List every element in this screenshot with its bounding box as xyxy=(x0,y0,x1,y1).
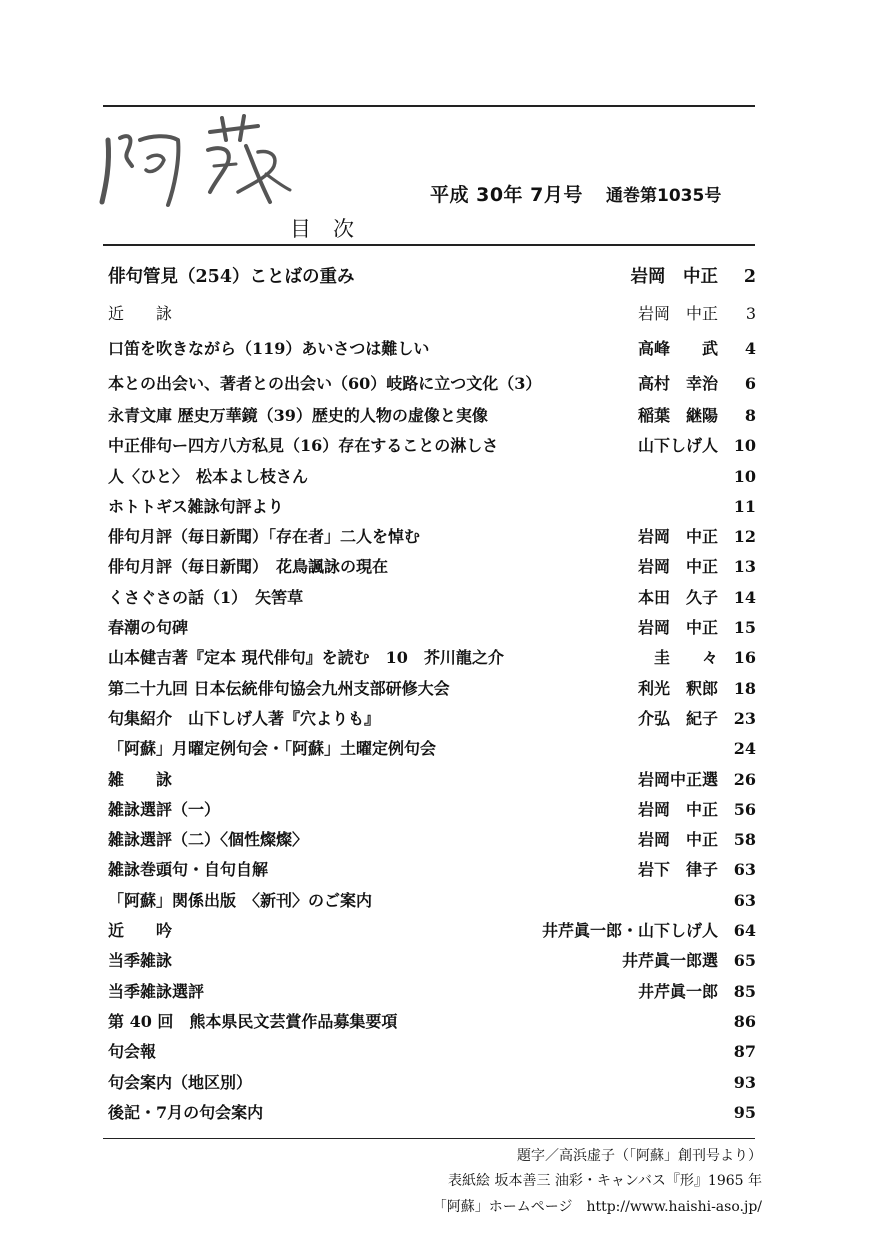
toc-entry[interactable]: 俳句月評（毎日新聞） 花鳥諷詠の現在 岩岡 中正 13 xyxy=(108,557,756,577)
toc-entry[interactable]: 第 40 回 熊本県民文芸賞作品募集要項 86 xyxy=(108,1011,756,1031)
toc-title: 目次 xyxy=(290,217,376,241)
toc-entry[interactable]: 俳句月評（毎日新聞）「存在者」二人を悼む 岩岡 中正 12 xyxy=(108,527,756,547)
serial-number: 通巻第1035号 xyxy=(606,186,722,206)
toc-entry[interactable]: 「阿蘇」月曜定例句会・「阿蘇」土曜定例句会 24 xyxy=(108,739,756,759)
toc-entry[interactable]: 第二十九回 日本伝統俳句協会九州支部研修大会 利光 釈郎 18 xyxy=(108,678,756,698)
aso-calligraphy-logo xyxy=(98,110,298,215)
top-rule xyxy=(103,105,755,107)
toc-entry[interactable]: 雑詠選評（一） 岩岡 中正 56 xyxy=(108,799,756,819)
footer-rule xyxy=(103,1138,755,1139)
colophon-calligraphy-credit: 題字／高浜虚子（「阿蘇」創刊号より） xyxy=(517,1148,762,1164)
toc-entry[interactable]: 人〈ひと〉 松本よし枝さん 10 xyxy=(108,466,756,486)
toc-entry[interactable]: 中正俳句ー四方八方私見（16）存在することの淋しさ 山下しげ人 10 xyxy=(108,436,756,456)
toc-entry[interactable]: 山本健吉著『定本 現代俳句』を読む 10 芥川龍之介 圭 々 16 xyxy=(108,648,756,668)
toc-entry[interactable]: 句会報 87 xyxy=(108,1042,756,1062)
toc-entry[interactable]: 近 詠 岩岡 中正 3 xyxy=(108,304,756,323)
header-rule xyxy=(103,244,755,246)
toc-entry[interactable]: 口笛を吹きながら（119）あいさつは難しい 高峰 武 4 xyxy=(108,339,756,358)
toc-entry[interactable]: 当季雑詠選評 井芹眞一郎 85 xyxy=(108,981,756,1001)
toc-entry[interactable]: 「阿蘇」関係出版 〈新刊〉のご案内 63 xyxy=(108,890,756,910)
toc-entry[interactable]: 雑詠巻頭句・自句自解 岩下 律子 63 xyxy=(108,860,756,880)
toc-entry[interactable]: 雑 詠 岩岡中正選 26 xyxy=(108,769,756,789)
toc-entry[interactable]: くさぐさの話（1） 矢筈草 本田 久子 14 xyxy=(108,587,756,607)
toc-entry[interactable]: 近 吟 井芹眞一郎・山下しげ人 64 xyxy=(108,921,756,941)
toc-entry[interactable]: 俳句管見（254）ことばの重み 岩岡 中正 2 xyxy=(108,267,756,287)
toc-entry[interactable]: 句会案内（地区別） 93 xyxy=(108,1072,756,1092)
issue-date: 平成 30年 7月号 xyxy=(430,184,583,206)
colophon-cover-credit: 表紙絵 坂本善三 油彩・キャンバス『形』1965 年 xyxy=(448,1173,762,1189)
toc-entry[interactable]: 後記・7月の句会案内 95 xyxy=(108,1102,756,1122)
toc-entry[interactable]: ホトトギス雑詠句評より 11 xyxy=(108,496,756,516)
colophon-homepage[interactable]: 「阿蘇」ホームページ http://www.haishi-aso.jp/ xyxy=(432,1199,762,1215)
toc-entry[interactable]: 永青文庫 歴史万華鏡（39）歴史的人物の虚像と実像 稲葉 継陽 8 xyxy=(108,406,756,425)
toc-entry[interactable]: 春潮の句碑 岩岡 中正 15 xyxy=(108,618,756,638)
toc-entry[interactable]: 当季雑詠 井芹眞一郎選 65 xyxy=(108,951,756,971)
toc-entry[interactable]: 句集紹介 山下しげ人著『穴よりも』 介弘 紀子 23 xyxy=(108,708,756,728)
table-of-contents xyxy=(108,258,756,1128)
toc-entry[interactable]: 雑詠選評（二）〈個性燦燦〉 岩岡 中正 58 xyxy=(108,830,756,850)
toc-entry[interactable]: 本との出会い、著者との出会い（60）岐路に立つ文化（3） 高村 幸治 6 xyxy=(108,374,756,393)
